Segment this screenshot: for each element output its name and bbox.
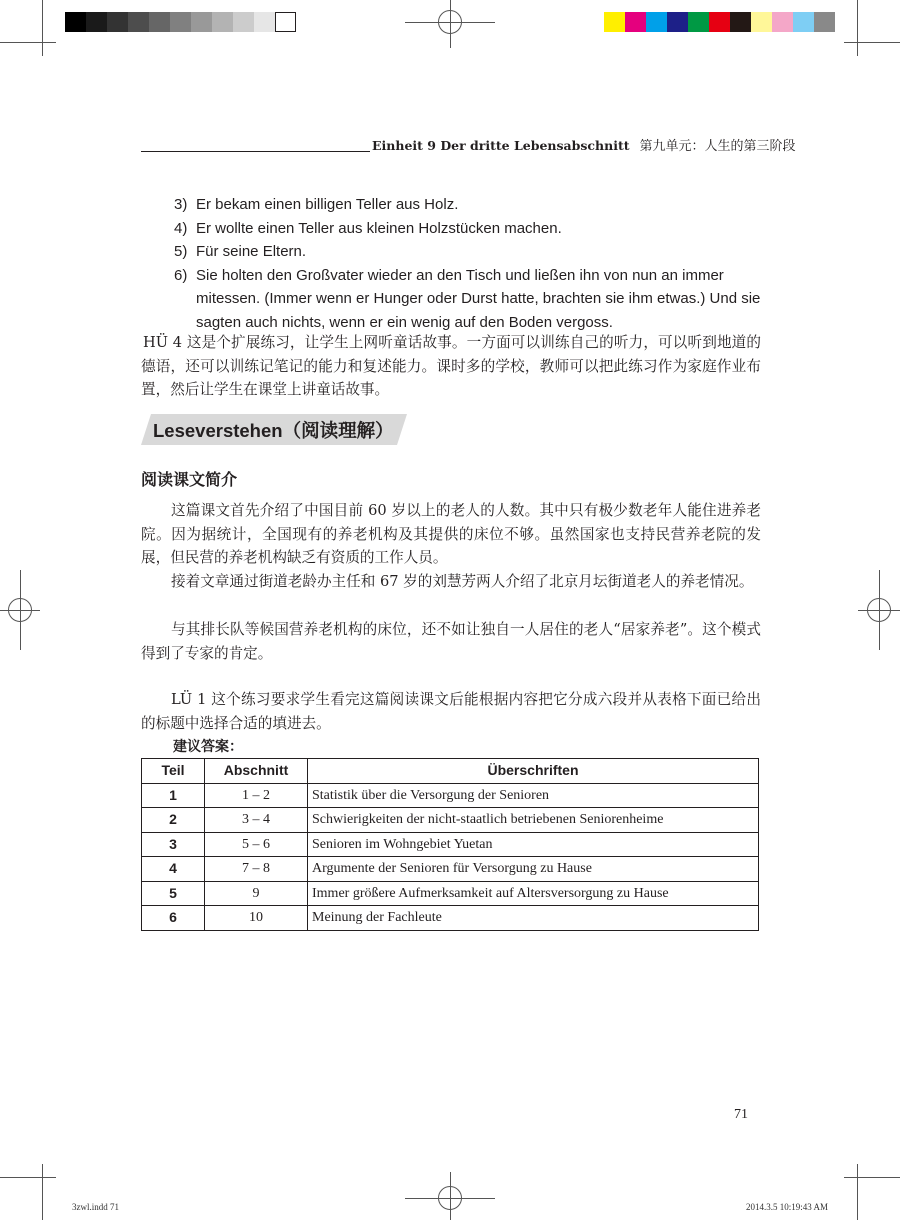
slug-file-info: 3zwl.indd 71 [72,1202,119,1212]
lu1-paragraph: LÜ 1 这个练习要求学生看完这篇阅读课文后能根据内容把它分成六段并从表格下面已给出的标题中选择合适的填进去。 [141,691,761,732]
column-header-ueberschriften: Überschriften [308,759,759,784]
color-swatch [772,12,793,32]
table-row: 5 9 Immer größere Aufmerksamkeit auf Altersversorgung zu Hause [142,881,759,906]
intro-paragraph-1: 这篇课文首先介绍了中国目前 60 岁以上的老人的人数。其中只有极少数老年人能住进养老院。因为据统计，全国现有的养老机构及其提供的床位不够。虽然国家也支持民营养老院的发展，但民营的养老机构缺乏有资质的工作人员。 [141,502,761,566]
column-header-abschnitt: Abschnitt [205,759,308,784]
color-swatch [793,12,814,32]
color-swatch [814,12,835,32]
header-rule [141,151,370,152]
gray-swatch [170,12,191,32]
table-row: 4 7 – 8 Argumente der Senioren für Versorgung zu Hause [142,857,759,882]
table-header-row [142,759,759,784]
gray-swatch [191,12,212,32]
column-header-teil: Teil [142,759,205,784]
suggested-answers-label: 建议答案： [173,739,243,755]
table-row: 6 10 Meinung der Fachleute [142,906,759,931]
color-swatch [625,12,646,32]
section-banner-title: Leseverstehen（阅读理解） [153,420,394,441]
color-swatch [709,12,730,32]
section-title: 阅读课文简介 [141,470,238,489]
slug-timestamp: 2014.3.5 10:19:43 AM [746,1202,829,1212]
gray-swatch [212,12,233,32]
list-item: 6) Sie holten den Großvater wieder an den Tisch und ließen ihn von nun an immer mitessen. (Immer wenn er Hunger oder Durst hatte, brachten sie ihm etwas.) Und sie sagten auch nichts, wenn er ein wenig auf den Boden vergoss. [174,266,761,331]
gray-swatch [107,12,128,32]
color-swatch [604,12,625,32]
answer-list [174,193,764,334]
table-row: 1 1 – 2 Statistik über die Versorgung der Senioren [142,783,759,808]
table-row: 3 5 – 6 Senioren im Wohngebiet Yuetan [142,832,759,857]
page-number: 71 [734,1107,748,1122]
table-row: 2 3 – 4 Schwierigkeiten der nicht-staatlich betriebenen Seniorenheime [142,808,759,833]
list-item: 4) Er wollte einen Teller aus kleinen Holzstücken machen. [174,219,562,237]
color-swatch [730,12,751,32]
gray-swatch [233,12,254,32]
hu4-paragraph: HÜ 4 这是个扩展练习，让学生上网听童话故事。一方面可以训练自己的听力，可以听到地道的德语，还可以训练记笔记的能力和复述能力。课时多的学校，教师可以把此练习作为家庭作业布置，然后让学生在课堂上讲童话故事。 [141,334,761,398]
list-item: 3) Er bekam einen billigen Teller aus Holz. [174,196,459,213]
intro-paragraph-2: 接着文章通过街道老龄办主任和 67 岁的刘慧芳两人介绍了北京月坛街道老人的养老情况。 [171,573,754,590]
gray-swatch [128,12,149,32]
color-swatch [646,12,667,32]
list-item: 5) Für seine Eltern. [174,243,307,260]
color-swatch [688,12,709,32]
color-swatch [751,12,772,32]
intro-paragraph-3: 与其排长队等候国营养老机构的床位，还不如让独自一人居住的老人“居家养老”。这个模式得到了专家的肯定。 [141,621,761,662]
gray-swatch [86,12,107,32]
header-unit-zh: 第九单元：人生的第三阶段 [639,139,796,154]
color-swatch [667,12,688,32]
header-unit-de: Einheit 9 Der dritte Lebensabschnitt [372,138,630,153]
gray-swatch [275,12,296,32]
gray-swatch [254,12,275,32]
gray-swatch [65,12,86,32]
answer-table [141,758,759,931]
running-header [372,135,796,154]
gray-swatch [149,12,170,32]
